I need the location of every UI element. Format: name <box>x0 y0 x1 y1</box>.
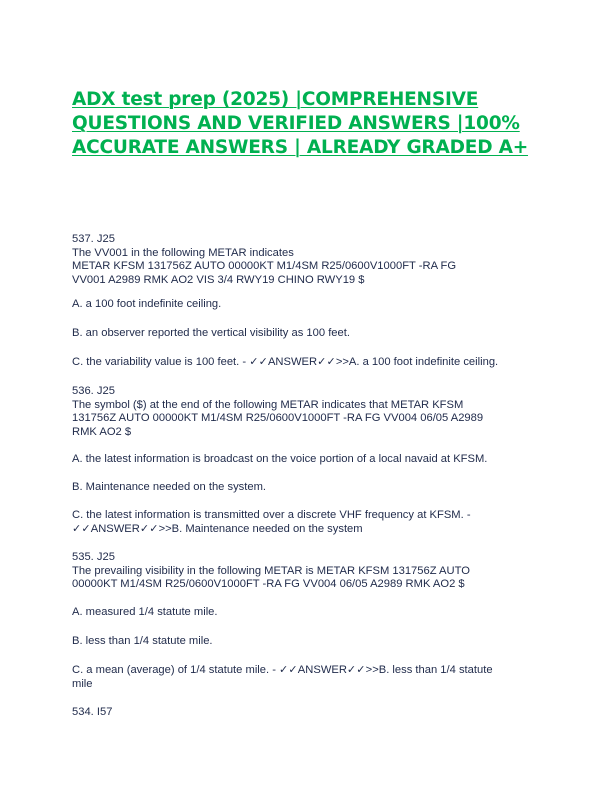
question-prompt: The prevailing visibility in the following METAR is METAR KFSM 131756Z AUTO <box>72 564 470 577</box>
question-number: 535. J25 <box>72 551 115 563</box>
question-537-block <box>72 233 542 287</box>
option-a <box>72 298 542 312</box>
question-prompt: RMK AO2 $ <box>72 425 132 438</box>
option-c-text: C. the variability value is 100 feet. - ✓✓ANSWER✓✓>>A. a 100 foot indefinite ceiling. <box>72 356 499 368</box>
question-536-block <box>72 385 542 439</box>
option-c-text: C. the latest information is transmitted over a discrete VHF frequency at KFSM. - <box>72 509 471 521</box>
option-c-text: C. a mean (average) of 1/4 statute mile. - ✓✓ANSWER✓✓>>B. less than 1/4 statute <box>72 664 493 676</box>
question-535-block <box>72 551 542 592</box>
question-number: 537. J25 <box>72 233 115 245</box>
question-534-block <box>72 706 542 720</box>
document-title: ADX test prep (2025) |COMPREHENSIVE QUESTIONS AND VERIFIED ANSWERS |100% ACCURATE ANSWERS | ALREADY GRADED A+ <box>72 89 529 158</box>
question-prompt: 131756Z AUTO 00000KT M1/4SM R25/0600V1000FT -RA FG VV004 06/05 A2989 <box>72 412 484 425</box>
option-a <box>72 453 542 467</box>
option-c-answer <box>72 664 542 691</box>
option-a <box>72 606 542 620</box>
option-a-text: A. measured 1/4 statute mile. <box>72 606 218 618</box>
option-b-text: B. an observer reported the vertical visibility as 100 feet. <box>72 327 350 339</box>
question-prompt: METAR KFSM 131756Z AUTO 00000KT M1/4SM R25/0600V1000FT -RA FG <box>72 260 457 273</box>
option-a-text: A. the latest information is broadcast on the voice portion of a local navaid at KFSM. <box>72 453 488 465</box>
option-b <box>72 481 542 495</box>
option-a-text: A. a 100 foot indefinite ceiling. <box>72 298 222 310</box>
option-b-text: B. Maintenance needed on the system. <box>72 481 267 493</box>
option-c-answer <box>72 356 542 370</box>
option-b <box>72 635 542 649</box>
option-c-answer <box>72 509 542 536</box>
question-number: 536. J25 <box>72 385 115 397</box>
question-prompt: The symbol ($) at the end of the following METAR indicates that METAR KFSM <box>72 398 464 411</box>
option-b-text: B. less than 1/4 statute mile. <box>72 635 213 647</box>
option-c-text: mile <box>72 677 93 690</box>
question-prompt: 00000KT M1/4SM R25/0600V1000FT -RA FG VV004 06/05 A2989 RMK AO2 $ <box>72 578 465 591</box>
question-number: 534. I57 <box>72 706 113 718</box>
option-c-text: ✓✓ANSWER✓✓>>B. Maintenance needed on the system <box>72 522 363 535</box>
question-prompt: The VV001 in the following METAR indicates <box>72 246 294 259</box>
question-prompt: VV001 A2989 RMK AO2 VIS 3/4 RWY19 CHINO RWY19 $ <box>72 273 365 286</box>
option-b <box>72 327 542 341</box>
